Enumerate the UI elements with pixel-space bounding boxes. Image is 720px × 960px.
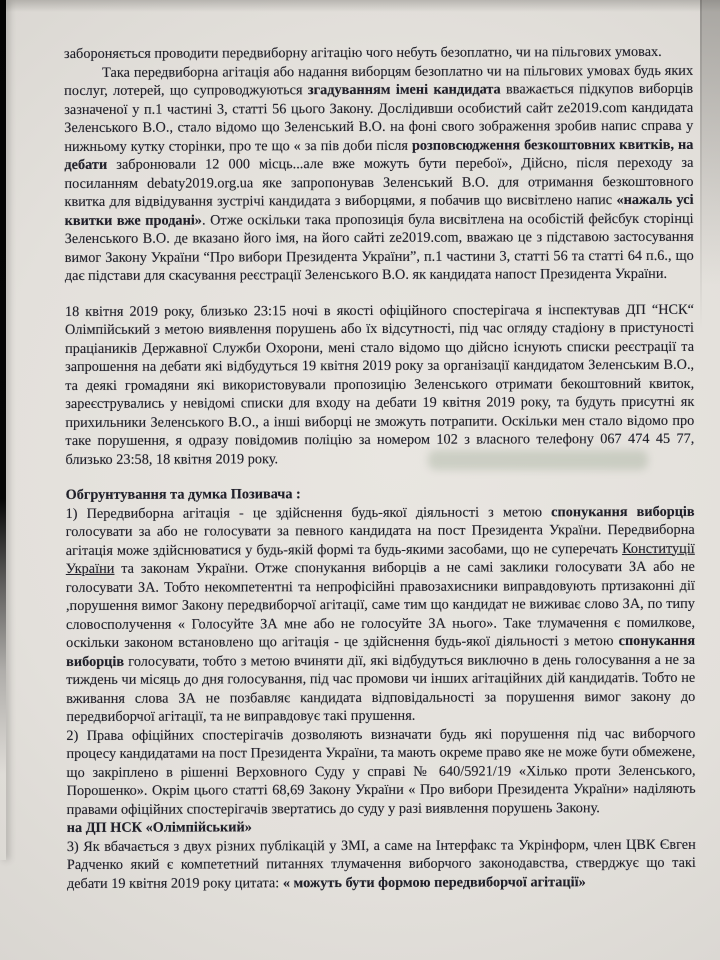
paragraph: [64, 43, 693, 64]
text-run: «нажаль усі квитки вже продані»: [64, 191, 694, 229]
paragraph: [65, 300, 695, 469]
text-run: 18 квітня 2019 року, близько 23:15 ночі в якості офіційного спостерігача я інспектував ДП “НСК“ Олімпійський з метою виявлення порушень або їх відсутності, під час огляду стадіону в пристуності праціаників Державної Служби Охорони, мені стало відомо що дійсно існують списки реєстрації та запрошення на дебати які відбудуться 19 квітня 2019 року за організації кандидатом Зеленським В.О., та деякі громадяни які використовували пропозицію Зеленського отримати бекоштовний квиток, зареєструвались у невідомі списки для входу на дебати 19 квітня 2019 року, та будуть присутні як прихильники Зеленського В.О., а інші виборці не зможуть потрапити. Оскільки мен стало відомо про таке порушення, я одразу повідомив поліцію за номером 102 з власного телефону 067 474 45 77, близько 23:58, 18 квітня 2019 року.: [64, 301, 695, 468]
scan-left-edge-shadow: [0, 0, 6, 860]
text-run: Конституції України: [65, 540, 695, 577]
paragraph: [66, 724, 695, 819]
document-body: [64, 43, 696, 893]
text-run: та законам України. Отже спонукання виборців а не самі заклики голосувати ЗА або не голосувати ЗА. Тобто некомпетентні та непрофісійні правозахисники виправдовують пртизаконні дії ,порушення вимог Закону передвиборчої агітації, саме тим що кандидат не виживає слово ЗА, по типу словосполучення « Голосуйте ЗА мне або не голосуйте ЗА нього». Таке тлумачення є помилкове, оскільки законом встановлено що агітація - це здійснення будь-якої діяльності з метою: [65, 558, 696, 651]
text-run: « можуть бути формою передвиборчої агітації»: [282, 873, 586, 891]
text-run: вважається підкупов виборців зазначеної у п.1 частині 3, статті 56 цього Закону. Дослідивши особистий сайт ze2019.com кандидата Зеленського В.О., стало відомо що Зеленський В.О. на фоні свого зображення зробив напис справа у нижньому кутку сторінки, про те що « за пів доби після: [64, 80, 694, 155]
paragraph: [64, 61, 694, 285]
scan-right-corner-shade: [702, 0, 720, 310]
text-run: на ДП НСК «Олімпійський»: [66, 819, 252, 836]
text-run: . Отже оскільки така пропозиція була висвітлена на особістій фейсбук сторінці Зеленського В.О. де вказано його імя, на його сайті ze2019.com, вважаю це з підставою застосування вимог Закону України “Про вибори Президента України”, п.1 частини 3, статті 56 та статті 64 п.6., що дає підстави для скасування реєстрації Зеленського В.О. як кандидата напост Президента України.: [64, 210, 694, 284]
text-run: Обгрунтування та думка Позивача :: [65, 486, 301, 503]
text-run: забороняється проводити передвиборну агітацію чого небуть безоплатно, чи на пільгових умовах.: [64, 43, 662, 62]
section-heading: [66, 484, 695, 505]
paragraph: [67, 835, 696, 893]
text-run: спонукання виборців: [551, 503, 695, 520]
text-run: забронювали 12 000 місць...але вже можуть бути перебої», Дійсно, після переходу за посиланням debaty2019.org.ua яке запропонував Зеленський В.О. для отримання безкоштовного квитка для відвідування зустрічі кандидата з виборцями, я побачив що висвітлено напис: [64, 154, 694, 210]
text-run: голосувати, тобто з метою вчиняти дії, які відбудуться виключно в день голосування а не за тиждень чи місяць до дня голосування, під час промови чи інших агітаційних дій кандидатів. Тобто не вживання слова ЗА не позбавляє кандидата відповідальності за порушення вимог закону до передвиборчої агітації, та не виправдовує такі прушення.: [66, 651, 696, 725]
text-run: спонукання виборців: [66, 632, 696, 670]
text-run: 3) Як вбачається з двух різних публікацій у ЗМІ, а саме на Інтерфакс та Укрінформ, член ЦВК Євген Радченко який є компететний питаннях тлумачення виборчого законодавства, стверджує що такі дебати 19 квітня 2019 року цитата:: [66, 836, 696, 892]
text-run: 1) Передвиборна агітація - це здійснення будь-якої діяльності з метою: [65, 503, 552, 522]
paragraph: [67, 817, 696, 838]
text-run: Така передвиборна агітація або надання виборцям безоплатно чи на пільгових умовах будь яких послуг, лотерей, що супроводжуються: [64, 62, 694, 99]
text-run: розповсюдження безкоштовних квитків, на дебати: [64, 136, 694, 173]
text-run: 2) Права офіційних спостерігачів дозволяють визначати будь які порушення під час виборчого процесу кандидатами на пост Президента України, та мають окреме право яке не може бути обмежене, що закріплено в рішенні Верховного Суду у справі № 640/5921/19 «Хілько проти Зеленського, Порошенко». Окрім цього статті 68,69 Закону України « Про вибори Президента України» наділяють правами офіційних спостерігачів звертатись до суду у разі виявлення порушень Закону.: [66, 725, 696, 818]
text-run: голосувати за або не голосувати за певного кандидата на пост Президента України. Передвиборна агітація може здійснюватися у будь-якій формі та будь-якими засобами, що не суперечать: [65, 521, 695, 559]
paragraph: [66, 502, 696, 726]
text-run: згадуванням імені кандидата: [307, 81, 501, 99]
scan-right-crease-line: [700, 0, 702, 330]
